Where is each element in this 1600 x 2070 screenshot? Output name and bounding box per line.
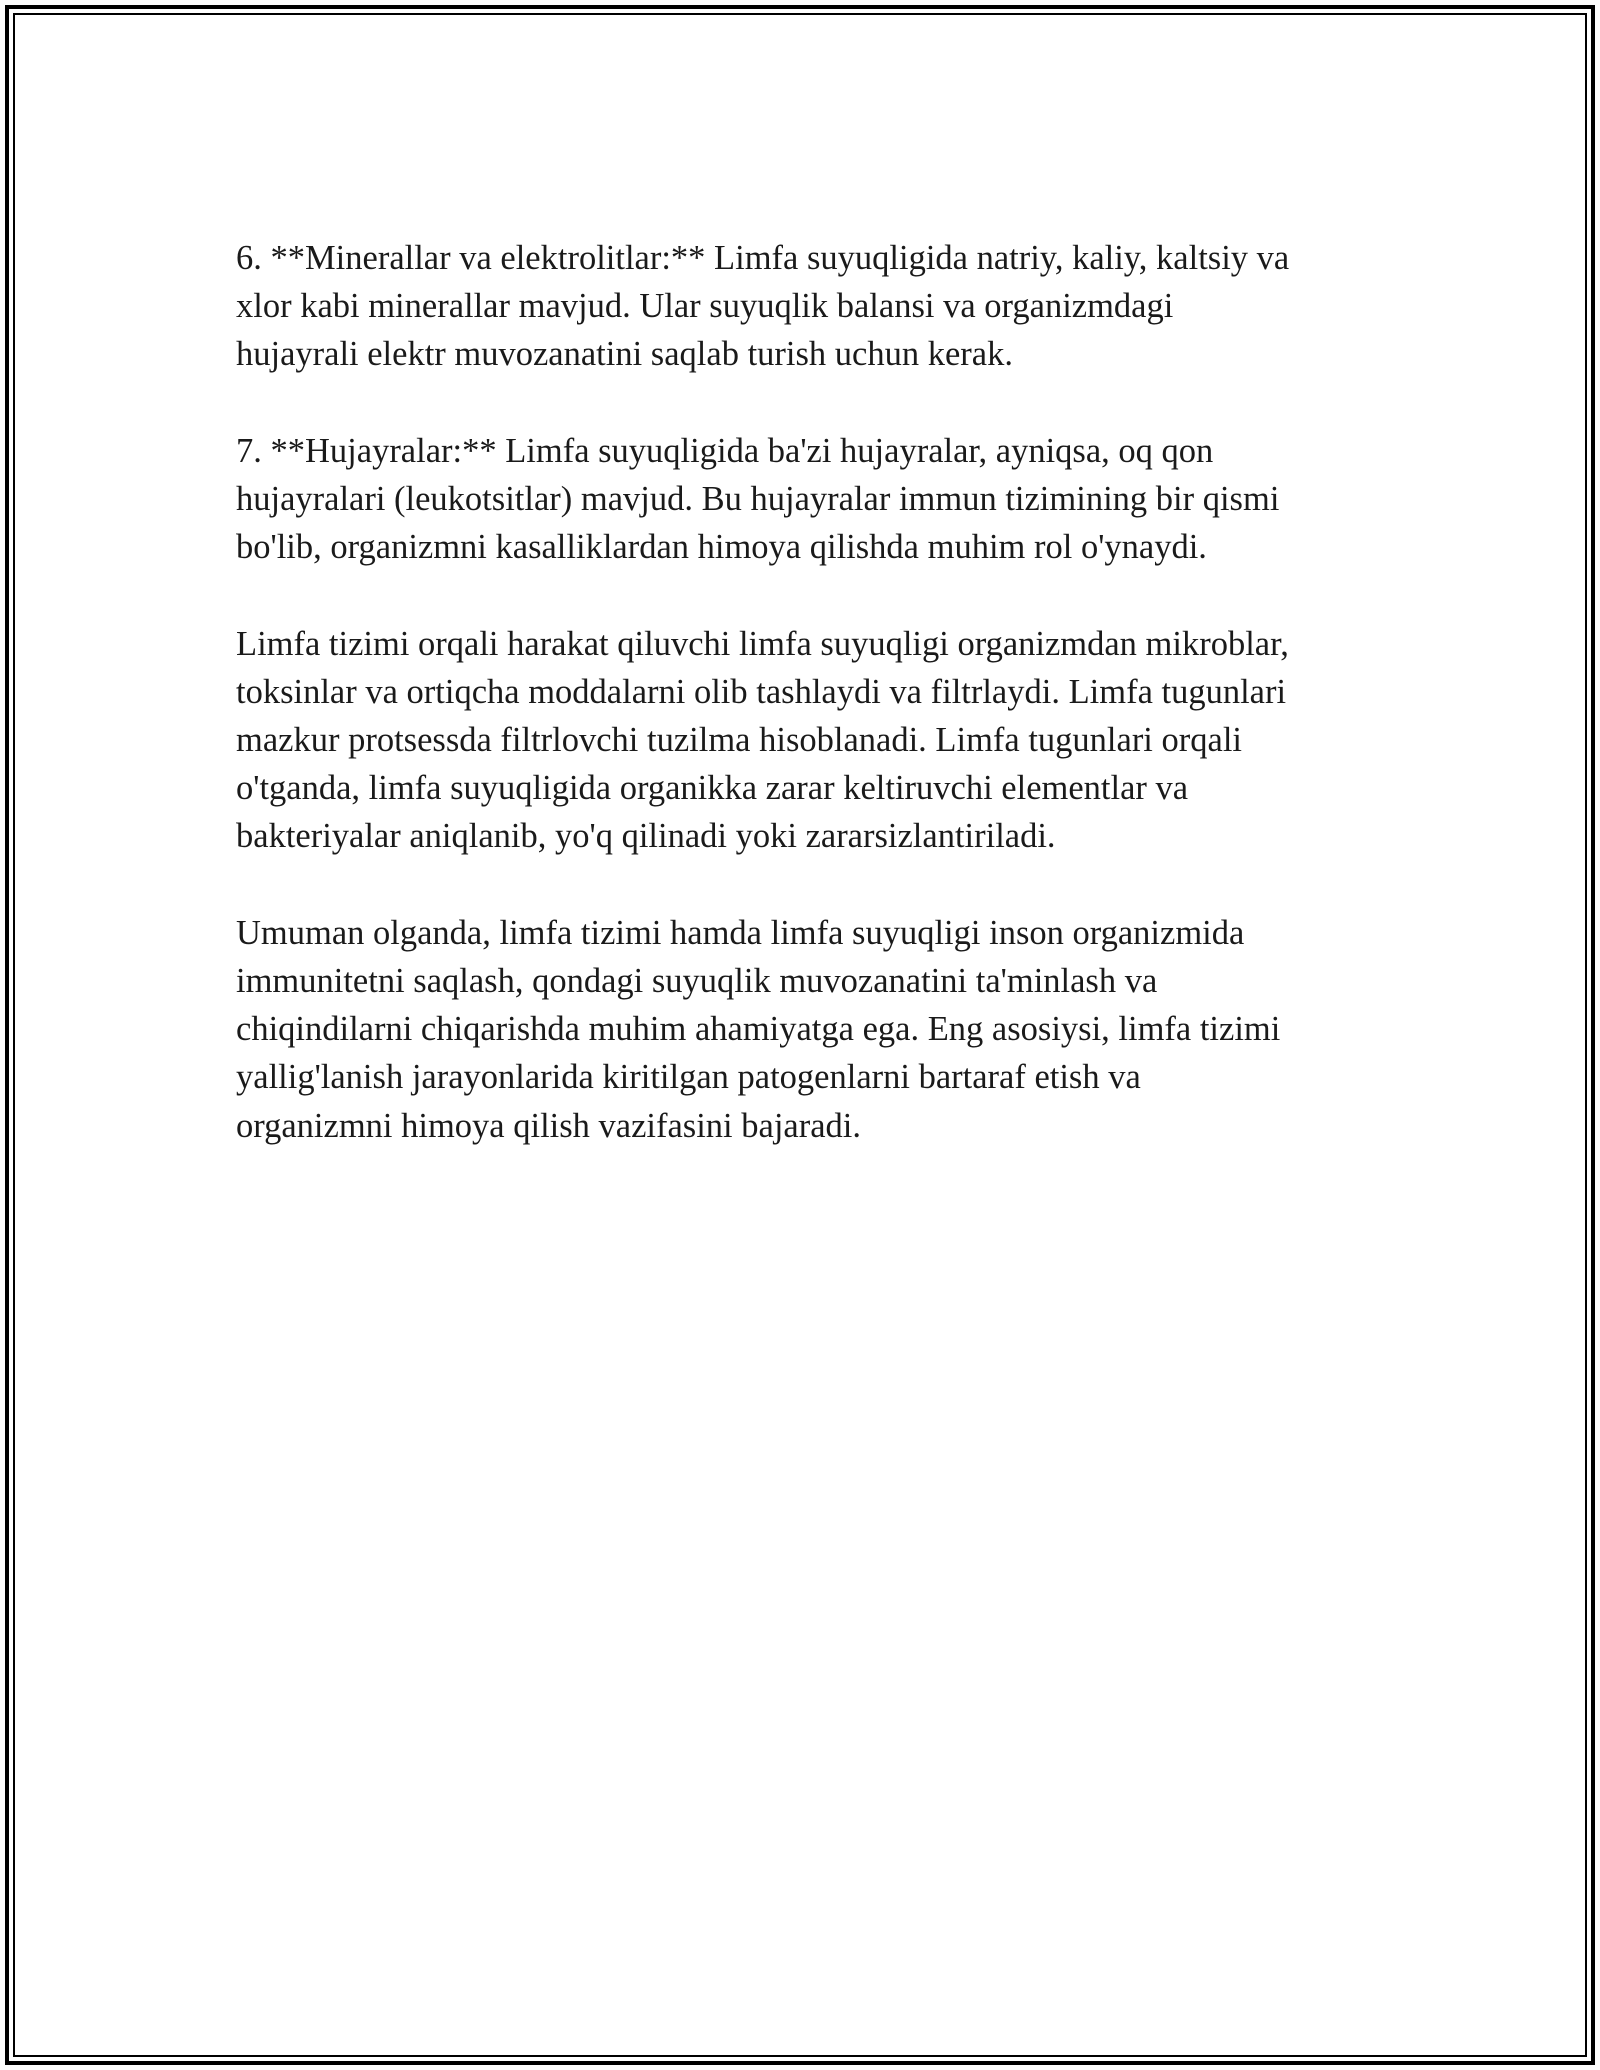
text-line: Umuman olganda, limfa tizimi hamda limfa suyuqligi inson organizmida xyxy=(236,913,1245,952)
paragraph-cells xyxy=(236,427,1366,572)
text-line: o'tganda, limfa suyuqligida organikka zarar keltiruvchi elementlar va xyxy=(236,769,1189,808)
paragraph-summary xyxy=(236,909,1366,1150)
text-line: toksinlar va ortiqcha moddalarni olib tashlaydi va filtrlaydi. Limfa tugunlari xyxy=(236,672,1287,711)
text-line: 6. **Minerallar va elektrolitlar:** Limfa suyuqligida natriy, kaliy, kaltsiy va xyxy=(236,239,1290,277)
text-line: mazkur protsessda filtrlovchi tuzilma hisoblanadi. Limfa tugunlari orqali xyxy=(236,721,1242,759)
text-line: 7. **Hujayralar:** Limfa suyuqligida ba'zi hujayralar, ayniqsa, oq qon xyxy=(236,431,1214,470)
text-line: yallig'lanish jarayonlarida kiritilgan patogenlarni bartaraf etish va xyxy=(236,1058,1141,1097)
text-line: bo'lib, organizmni kasalliklardan himoya qilishda muhim rol o'ynaydi. xyxy=(236,528,1207,567)
paragraph-lymph-system xyxy=(236,620,1366,861)
text-line: xlor kabi minerallar mavjud. Ular suyuqlik balansi va organizmdagi xyxy=(236,287,1174,326)
text-line: chiqindilarni chiqarishda muhim ahamiyatga ega. Eng asosiysi, limfa tizimi xyxy=(236,1010,1281,1049)
text-line: hujayralari (leukotsitlar) mavjud. Bu hujayralar immun tizimining bir qismi xyxy=(236,480,1280,518)
text-line: immunitetni saqlash, qondagi suyuqlik muvozanatini ta'minlash va xyxy=(236,962,1158,1000)
text-line: bakteriyalar aniqlanib, yo'q qilinadi yoki zararsizlantiriladi. xyxy=(236,817,1056,856)
paragraph-minerals xyxy=(236,234,1366,379)
text-line: organizmni himoya qilish vazifasini bajaradi. xyxy=(236,1106,861,1145)
document-body xyxy=(236,234,1366,1198)
text-line: Limfa tizimi orqali harakat qiluvchi limfa suyuqligi organizmdan mikroblar, xyxy=(236,624,1289,663)
text-line: hujayrali elektr muvozanatini saqlab turish uchun kerak. xyxy=(236,335,1013,374)
